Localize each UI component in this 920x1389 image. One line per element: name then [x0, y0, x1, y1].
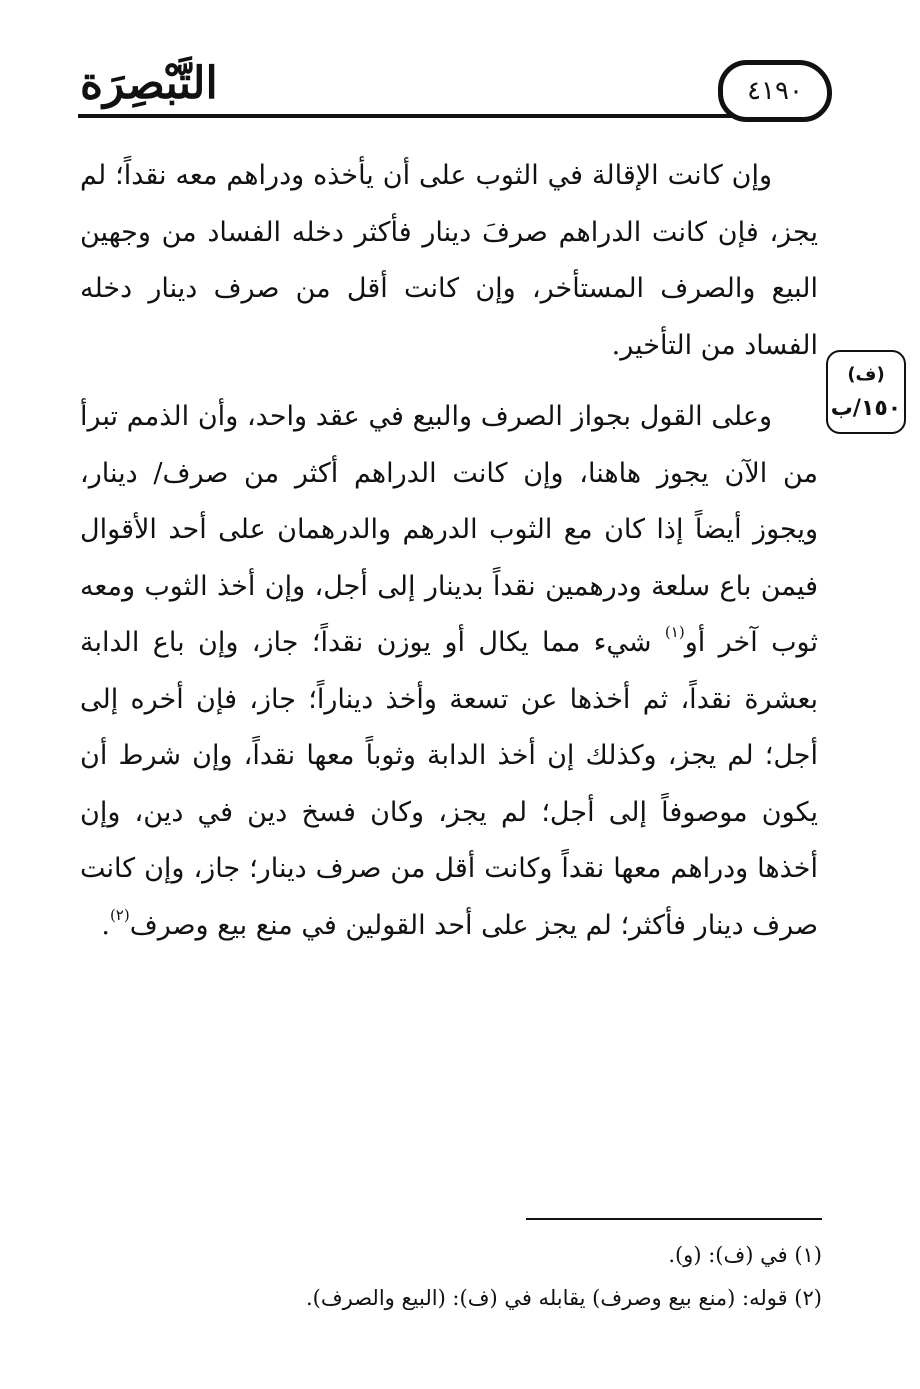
- page-header: [78, 40, 822, 128]
- footnote-ref-1: (١): [664, 623, 685, 641]
- manuscript-folio-note: [826, 350, 906, 434]
- folio-number: ١٥٠/ب: [830, 396, 902, 421]
- header-rule: [78, 114, 744, 118]
- paragraph-2-part-a: وعلى القول بجواز الصرف والبيع في عقد واحد، وأن الذمم تبرأ من الآن يجوز هاهنا، وإن كانت الدراهم أكثر من صرف/ دينار، ويجوز أيضاً إذا كان مع الثوب الدرهم والدرهمان على أحد الأقوال فيمن باع سلعة ودرهمين نقداً بدينار إلى أجل، وإن أخذ الثوب ومعه ثوب آخر أو: [80, 401, 819, 658]
- manuscript-siglum: (ف): [847, 364, 885, 385]
- paragraph-2-end: .: [101, 909, 110, 941]
- footnotes: [300, 1234, 822, 1320]
- footnote-separator: [526, 1218, 822, 1220]
- footnote-1: (١) في (ف): (و).: [668, 1243, 822, 1267]
- paragraph-2: [80, 389, 818, 954]
- footnote-2: (٢) قوله: (منع بيع وصرف) يقابله في (ف): (البيع والصرف).: [306, 1286, 822, 1310]
- page-number: ٤١٩٠: [747, 76, 803, 106]
- footnote-ref-2: (٢): [109, 905, 130, 924]
- book-title: التَّبْصِرَة: [80, 58, 218, 109]
- paragraph-2-part-b: شيء مما يكال أو يوزن نقداً؛ جاز، وإن باع الدابة بعشرة نقداً، ثم أخذها عن تسعة وأخذ ديناراً؛ جاز، فإن أخره إلى أجل؛ لم يجز، وكذلك إن أخذ الدابة وثوباً معها نقداً، وإن شرط أن يكون موصوفاً إلى أجل؛ لم يجز، وكان فسخ دين في دين، وإن أخذها ودراهم معها نقداً وكانت أقل من صرف دينار؛ جاز، وإن كانت صرف دينار فأكثر؛ لم يجز على أحد القولين في منع بيع وصرف: [80, 627, 818, 941]
- page-number-badge: [718, 60, 832, 122]
- paragraph-1: وإن كانت الإقالة في الثوب على أن يأخذه ودراهم معه نقداً؛ لم يجز، فإن كانت الدراهم صرفَ دينار فأكثر دخله الفساد من وجهين البيع والصرف المستأخر، وإن كانت أقل من صرف دينار دخله الفساد من التأخير.: [80, 160, 818, 361]
- main-text: [80, 148, 818, 954]
